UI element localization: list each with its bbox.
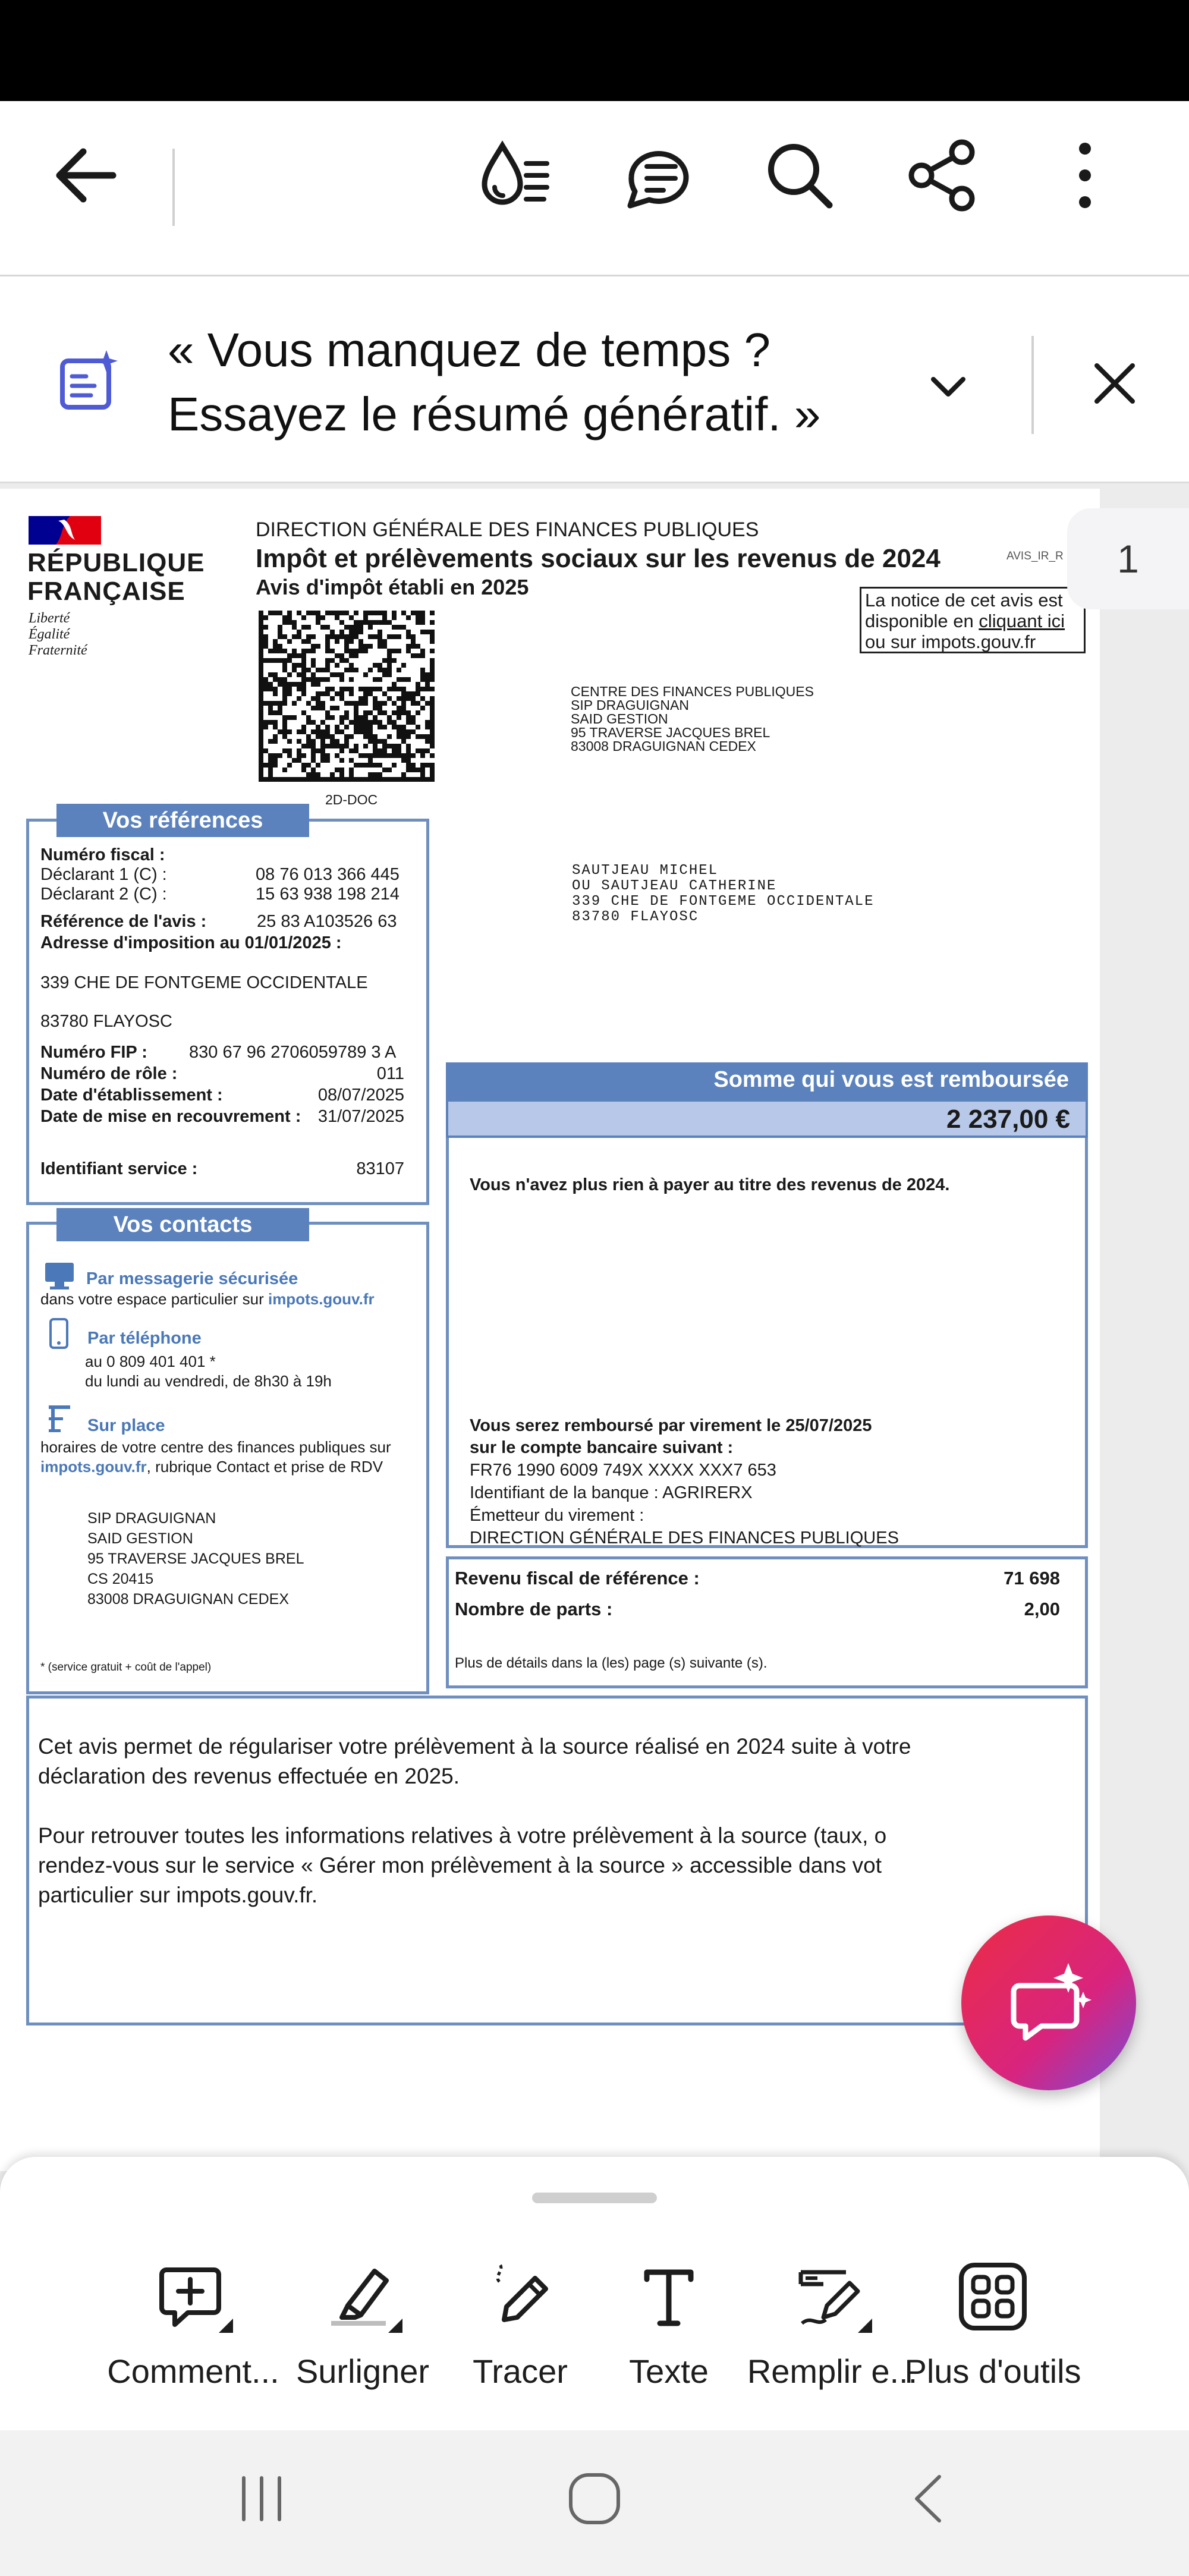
document-title: Impôt et prélèvements sociaux sur les revenus de 2024	[256, 544, 940, 573]
motto-fraternite: Fraternité	[29, 643, 87, 658]
centre-line: SIP DRAGUIGNAN	[571, 697, 689, 713]
building-icon	[46, 1404, 73, 1436]
rfr-value: 71 698	[1004, 1568, 1060, 1589]
virement-line-1: Vous serez remboursé par virement le 25/07/2025	[470, 1416, 872, 1435]
tool-label: Texte	[629, 2352, 709, 2390]
share-icon[interactable]	[904, 137, 981, 214]
document-page[interactable]	[0, 489, 1100, 2171]
tool-label: Plus d'outils	[904, 2352, 1081, 2390]
motto-liberte: Liberté	[29, 611, 70, 626]
comments-list-icon[interactable]	[618, 137, 696, 214]
contact-address-line: 83008 DRAGUIGNAN CEDEX	[87, 1591, 290, 1608]
highlighter-icon	[318, 2258, 407, 2335]
tool-fill-sign[interactable]	[743, 2258, 921, 2391]
contact-address-line: CS 20415	[87, 1571, 154, 1587]
sur-place-link[interactable]: impots.gouv.fr	[40, 1458, 147, 1476]
top-toolbar	[0, 101, 1189, 276]
centre-line: CENTRE DES FINANCES PUBLIQUES	[571, 684, 814, 699]
info-p1-line-1: Cet avis permet de régulariser votre prélèvement à la source réalisé en 2024 suite à votre	[38, 1734, 911, 1759]
fill-sign-icon	[788, 2258, 877, 2335]
notice-line-2: disponible en	[865, 611, 979, 631]
adresse-line-2: 83780 FLAYOSC	[40, 1012, 172, 1031]
centre-line: 95 TRAVERSE JACQUES BREL	[571, 725, 770, 740]
notice-box	[860, 587, 1086, 653]
tools-bottom-sheet	[0, 2157, 1189, 2430]
declarant2-label: Déclarant 2 (C) :	[40, 885, 167, 904]
tool-text[interactable]	[580, 2258, 758, 2391]
status-bar	[0, 0, 1189, 101]
recouvrement-label: Date de mise en recouvrement :	[40, 1107, 301, 1126]
computer-icon	[43, 1262, 76, 1294]
toolbar-divider	[172, 149, 175, 226]
role-value: 011	[376, 1064, 404, 1083]
emitter-value: DIRECTION GÉNÉRALE DES FINANCES PUBLIQUES	[470, 1528, 899, 1548]
etablissement-value: 08/07/2025	[317, 1086, 404, 1105]
page-number-badge[interactable]: 1	[1067, 508, 1189, 609]
references-title: Vos références	[56, 804, 309, 837]
ai-summary-icon	[56, 348, 122, 416]
ref-avis-label: Référence de l'avis :	[40, 912, 207, 931]
arrow-left-icon[interactable]	[48, 137, 125, 214]
marianne-logo-icon	[29, 516, 101, 548]
back-icon[interactable]	[904, 2472, 957, 2528]
sur-place-title: Sur place	[87, 1416, 165, 1435]
bank-id: Identifiant de la banque : AGRIRERX	[470, 1483, 753, 1502]
tool-more[interactable]	[904, 2258, 1082, 2391]
info-p2-line-3: particulier sur impots.gouv.fr.	[38, 1883, 318, 1907]
close-icon[interactable]	[1088, 357, 1141, 413]
ai-chat-sparkle-icon	[961, 1916, 1136, 2090]
contact-address	[87, 1508, 304, 1609]
telephone-hours: du lundi au vendredi, de 8h30 à 19h	[85, 1372, 332, 1390]
contacts-title: Vos contacts	[56, 1208, 309, 1241]
service-label: Identifiant service :	[40, 1159, 198, 1178]
chevron-down-icon[interactable]	[924, 363, 972, 413]
contact-address-line: SIP DRAGUIGNAN	[87, 1510, 216, 1527]
service-value: 83107	[356, 1159, 404, 1178]
notice-line-1: La notice de cet avis est	[865, 590, 1063, 611]
emitter-label: Émetteur du virement :	[470, 1506, 644, 1525]
more-tools-grid-icon	[948, 2258, 1037, 2335]
info-p2-line-2: rendez-vous sur le service « Gérer mon prélèvement à la source » accessible dans vot	[38, 1853, 882, 1877]
contact-address-line: 95 TRAVERSE JACQUES BREL	[87, 1550, 304, 1567]
tool-label: Comment...	[107, 2352, 279, 2390]
draw-pencil-icon	[476, 2258, 565, 2335]
notice-line-3: ou sur impots.gouv.fr	[865, 631, 1036, 652]
parts-label: Nombre de parts :	[455, 1599, 613, 1619]
tool-comment[interactable]	[104, 2258, 282, 2391]
motto-egalite: Égalité	[29, 627, 70, 642]
generative-summary-banner[interactable]	[0, 276, 1189, 483]
ref-avis-value: 25 83 A103526 63	[257, 912, 397, 931]
sheet-handle[interactable]	[532, 2193, 657, 2203]
phone-icon	[49, 1318, 69, 1352]
recipient-line: 83780 FLAYOSC	[572, 909, 699, 925]
role-label: Numéro de rôle :	[40, 1064, 178, 1083]
centre-line: 83008 DRAGUIGNAN CEDEX	[571, 738, 756, 754]
telephone-number: au 0 809 401 401 *	[85, 1353, 216, 1370]
system-nav-bar	[0, 2430, 1189, 2576]
banner-line-2: Essayez le résumé génératif. »	[168, 388, 821, 441]
tool-highlight[interactable]	[273, 2258, 452, 2391]
iban: FR76 1990 6009 749X XXXX XXX7 653	[470, 1461, 776, 1480]
adresse-label: Adresse d'imposition au 01/01/2025 :	[40, 933, 342, 952]
recipient-line: 339 CHE DE FONTGEME OCCIDENTALE	[572, 894, 875, 910]
recipient-line: SAUTJEAU MICHEL	[572, 863, 719, 879]
messagerie-link[interactable]: impots.gouv.fr	[268, 1290, 375, 1308]
recipient-line: OU SAUTJEAU CATHERINE	[572, 878, 777, 894]
centre-line: SAID GESTION	[571, 711, 668, 726]
messagerie-title: Par messagerie sécurisée	[86, 1269, 298, 1288]
virement-line-2: sur le compte bancaire suivant :	[470, 1438, 734, 1457]
more-vert-icon[interactable]	[1046, 137, 1124, 214]
rfr-label: Revenu fiscal de référence :	[455, 1568, 700, 1589]
comment-add-icon	[149, 2258, 238, 2335]
banner-message	[168, 318, 820, 446]
telephone-title: Par téléphone	[87, 1329, 202, 1348]
contact-address-line: SAID GESTION	[87, 1530, 193, 1547]
details-note: Plus de détails dans la (les) page (s) suivante (s).	[455, 1655, 767, 1671]
notice-link[interactable]: cliquant ici	[979, 611, 1065, 631]
sur-place-line-2: , rubrique Contact et prise de RDV	[146, 1458, 383, 1476]
declarant2-value: 15 63 938 198 214	[256, 885, 400, 904]
tool-label: Remplir e...	[747, 2352, 918, 2390]
refund-title: Somme qui vous est remboursée	[713, 1067, 1069, 1092]
nothing-due: Vous n'avez plus rien à payer au titre des revenus de 2024.	[470, 1175, 950, 1194]
recouvrement-value: 31/07/2025	[317, 1107, 404, 1126]
liquid-mode-icon[interactable]	[476, 137, 553, 214]
sur-place-line-1: horaires de votre centre des finances publiques sur	[40, 1438, 391, 1456]
fip-label: Numéro FIP :	[40, 1043, 147, 1062]
banner-divider	[1031, 336, 1034, 434]
logo-republique: RÉPUBLIQUE	[27, 548, 205, 577]
home-icon[interactable]	[568, 2472, 621, 2528]
avis-code: AVIS_IR_R	[1006, 550, 1064, 562]
info-p2-line-1: Pour retrouver toutes les informations relatives à votre prélèvement à la source (taux, o	[38, 1823, 887, 1848]
logo-francaise: FRANÇAISE	[27, 577, 185, 606]
refund-amount: 2 237,00 €	[946, 1105, 1070, 1134]
document-subtitle: Avis d'impôt établi en 2025	[256, 575, 529, 599]
declarant1-value: 08 76 013 366 445	[256, 865, 400, 884]
messagerie-text: dans votre espace particulier sur	[40, 1290, 268, 1308]
declarant1-label: Déclarant 1 (C) :	[40, 865, 167, 884]
etablissement-label: Date d'établissement :	[40, 1086, 223, 1105]
banner-line-1: « Vous manquez de temps ?	[168, 323, 770, 376]
contacts-footnote: * (service gratuit + coût de l'appel)	[40, 1661, 212, 1674]
search-icon[interactable]	[761, 137, 838, 214]
2d-doc-barcode	[259, 611, 435, 783]
text-icon	[624, 2258, 713, 2335]
fip-value: 830 67 96 2706059789 3 A	[189, 1043, 397, 1062]
adresse-line-1: 339 CHE DE FONTGEME OCCIDENTALE	[40, 973, 368, 992]
tool-label: Surligner	[295, 2352, 430, 2390]
header-org: DIRECTION GÉNÉRALE DES FINANCES PUBLIQUES	[256, 518, 759, 541]
numero-fiscal-label: Numéro fiscal :	[40, 845, 165, 864]
recipient-address	[572, 863, 874, 925]
centre-address	[571, 685, 814, 753]
info-p1-line-2: déclaration des revenus effectuée en 2025.	[38, 1764, 460, 1788]
barcode-label: 2D-DOC	[325, 792, 378, 807]
tool-label: Tracer	[473, 2352, 568, 2390]
parts-value: 2,00	[1024, 1599, 1060, 1619]
ai-assistant-button[interactable]	[961, 1916, 1136, 2090]
recents-icon[interactable]	[235, 2472, 288, 2528]
